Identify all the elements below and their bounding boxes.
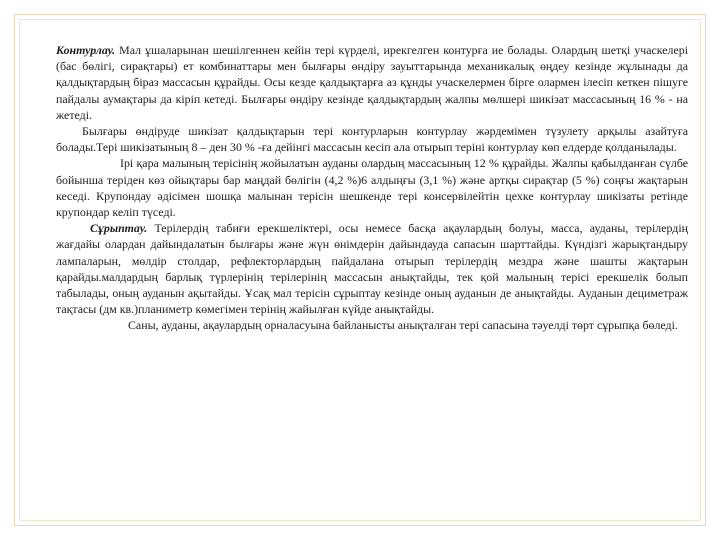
document-body: [56, 42, 688, 334]
paragraph-waste-reduction: Былғары өндіруде шикізат қалдықтарын тері контурларын контурлау жәрдемімен түзулету арқылы азайтуға болады.Тері шикізатының 8 – ден 30 % -ға дейінгі массасын кесіп ала отырып теріні контурлау көп елдерде қолданылады.: [56, 124, 688, 155]
term-sorting: Сұрыптау.: [90, 221, 148, 236]
paragraph-contouring: [56, 42, 688, 123]
paragraph-sorting-text: Терілердің табиғи ерекшеліктері, осы немесе басқа ақаулардың болуы, масса, ауданы, терілердің жағдайы олардан дайындалатын былғары және жүн өнімдерін дайындауда сапасын шарттайды. Күндізгі жарықтандыру лампаларын, мөлдір столдар, рефлекторлардың пайдалана отырып терілердің мездра және шашты жақтарын қарайды.малдардың барлық түрлерінің терілерінің массасын анықтайды, тек қой малының терісі ерекшелік болып табылады, оның ауданын ақытайды. Ұсақ мал терісін сұрыптау кезінде оның ауданын де анықтайды. Ауданын дециметраж тақтасы (дм кв.)планиметр көмегімен терінің жайылған күйде анықтайды.: [56, 221, 688, 317]
term-contouring: Контурлау.: [56, 43, 116, 57]
paragraph-cattle-hide: Ірі қара малының терісінің жойылатын ауданы олардың массасының 12 % құрайды. Жалпы қабылданған сүлбе бойынша теріден көз ойықтары бар маңдай бөлігін (4,2 %)6 алдыңғы (3,1 %) және артқы сирақтар (5 %) соңғы жақтарын кеседі. Крупондау әдісімен шошқа малынан терісін шешкенде тері консервілейтін цехке контурлау шикізаты ретінде крупондар келіп түседі.: [56, 156, 688, 220]
paragraph-sorting: [56, 220, 688, 317]
paragraph-contouring-text: Мал ұшаларынан шешілгеннен кейін тері күрделі, ирекгелген контурға ие болады. Олардың шетқі учаскелері (бас бөлігі, сирақтары) ет комбинаттары мен былғары өндіру зауыттарында механикалық өңдеу кезінде жұлынады да қалдықтардың біраз массасын құрайды. Осы кезде қалдықтарға аз құнды учаскелермен бірге олармен ілесіп кеткен пішуге пайдалы аумақтары да кіріп кетеді. Былғары өндіру кезінде қалдықтардың жалпы мөлшері шикізат массасының 16 % - на жетеді.: [56, 43, 688, 122]
paragraph-grades: Саны, ауданы, ақаулардың орналасуына байланысты анықталған тері сапасына тәуелді төрт сұрыпқа бөледі.: [128, 318, 678, 333]
